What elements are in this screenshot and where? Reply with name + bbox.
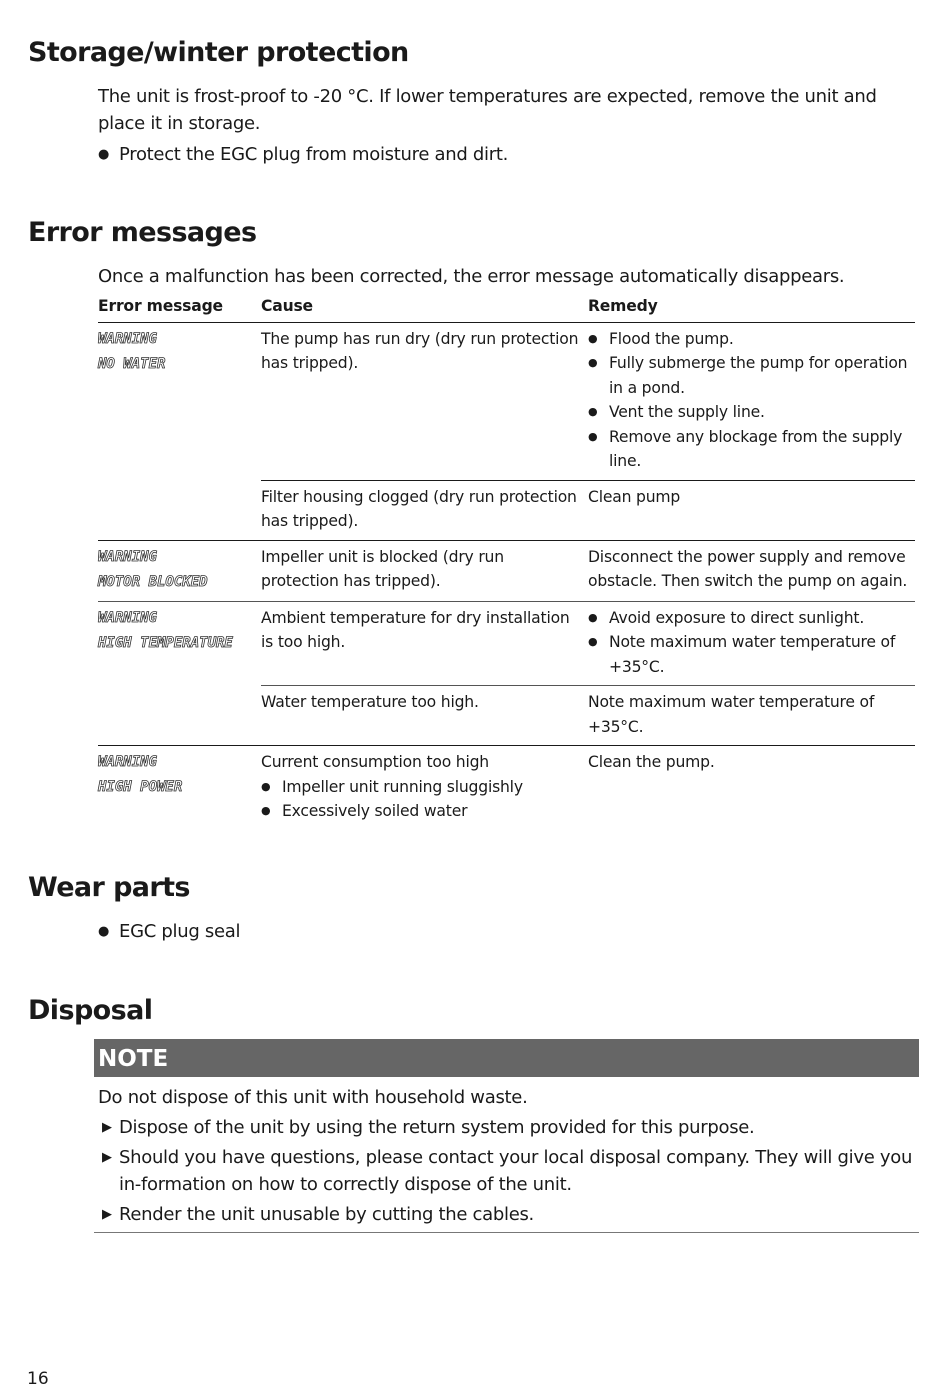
page-number: 16 (27, 1369, 49, 1389)
disposal-step-text: Dispose of the unit by using the return system provided for this purpose. (119, 1117, 755, 1138)
disposal-text: Do not dispose of this unit with household waste. (98, 1087, 528, 1108)
disposal-step-text: Render the unit unusable by cutting the cables. (119, 1204, 534, 1225)
cause-cell: Ambient temperature for dry installation is too high. (261, 601, 588, 686)
table-header-row (98, 294, 915, 322)
remedy-cell: Disconnect the power supply and remove obstacle. Then switch the pump on again. (588, 540, 915, 601)
storage-text: The unit is frost-proof to -20 °C. If lower temperatures are expected, remove the unit and place it in storage. (98, 86, 877, 134)
cause-cell: Filter housing clogged (dry run protection has tripped). (261, 480, 588, 540)
wear-bullet-text: EGC plug seal (119, 921, 241, 942)
lcd-line-2: MOTOR BLOCKED (98, 573, 208, 590)
disposal-step (98, 1144, 918, 1198)
lcd-line-2: HIGH POWER (98, 779, 183, 795)
errors-intro: Once a malfunction has been corrected, the error message automatically disappears. (98, 266, 845, 287)
bullet-icon: ● (98, 924, 110, 939)
wear-heading: Wear parts (28, 872, 190, 903)
list-item: ● Remove any blockage from the supply line. (588, 425, 911, 474)
list-item: ● Flood the pump. (588, 327, 911, 352)
list-item: ● Vent the supply line. (588, 400, 911, 425)
error-message-cell (98, 601, 261, 746)
disposal-heading: Disposal (28, 995, 153, 1026)
cause-list (261, 775, 584, 824)
bullet-icon: ● (98, 147, 110, 162)
list-item: ● Fully submerge the pump for operation in a pond. (588, 351, 911, 400)
disposal-step-text: Should you have questions, please contact your local disposal company. They will give you in-formation on how to correctly dispose of the unit. (119, 1147, 913, 1195)
triangle-right-icon: ▶ (102, 1207, 112, 1222)
list-item: ● Note maximum water temperature of +35°C. (588, 630, 911, 679)
cause-cell: Water temperature too high. (261, 686, 588, 746)
remedy-cell: Clean the pump. (588, 746, 915, 830)
errors-heading: Error messages (28, 217, 257, 248)
lcd-line-1: WARNING (98, 330, 158, 347)
header-error-message: Error message (98, 294, 261, 322)
cause-cell (261, 746, 588, 830)
header-cause: Cause (261, 294, 588, 322)
lcd-line-1: WARNING (98, 609, 158, 626)
error-message-cell (98, 540, 261, 601)
lcd-line-1: WARNING (98, 754, 158, 770)
note-bottom-rule (94, 1232, 919, 1233)
lcd-line-2: HIGH TEMPERATURE (98, 634, 233, 651)
error-table (98, 294, 915, 830)
lcd-line-1: WARNING (98, 548, 158, 565)
lcd-line-2: NO WATER (98, 355, 166, 372)
disposal-step (98, 1201, 918, 1228)
header-remedy: Remedy (588, 294, 915, 322)
remedy-list (588, 606, 911, 680)
storage-heading: Storage/winter protection (28, 37, 409, 68)
storage-bullet-text: Protect the EGC plug from moisture and dirt. (119, 144, 509, 165)
disposal-step (98, 1114, 918, 1141)
table-row (98, 322, 915, 480)
cause-cell: The pump has run dry (dry run protection has tripped). (261, 329, 579, 372)
list-item: ● Avoid exposure to direct sunlight. (588, 606, 911, 631)
remedy-cell (588, 601, 915, 686)
triangle-right-icon: ▶ (102, 1120, 112, 1135)
triangle-right-icon: ▶ (102, 1150, 112, 1165)
error-message-cell (98, 322, 261, 540)
remedy-cell (588, 322, 915, 480)
list-item: ● Excessively soiled water (261, 799, 584, 824)
remedy-cell: Note maximum water temperature of +35°C. (588, 686, 915, 746)
note-label: NOTE (94, 1039, 919, 1077)
remedy-cell: Clean pump (588, 480, 915, 540)
remedy-list (588, 327, 911, 474)
table-row (98, 601, 915, 686)
table-row (98, 540, 915, 601)
storage-bullet (98, 141, 918, 168)
wear-bullet (98, 918, 918, 945)
cause-cell: Impeller unit is blocked (dry run protection has tripped). (261, 540, 588, 601)
list-item: ● Impeller unit running sluggishly (261, 775, 584, 800)
cause-text: Current consumption too high (261, 753, 489, 771)
error-message-cell (98, 746, 261, 830)
table-row (98, 746, 915, 830)
